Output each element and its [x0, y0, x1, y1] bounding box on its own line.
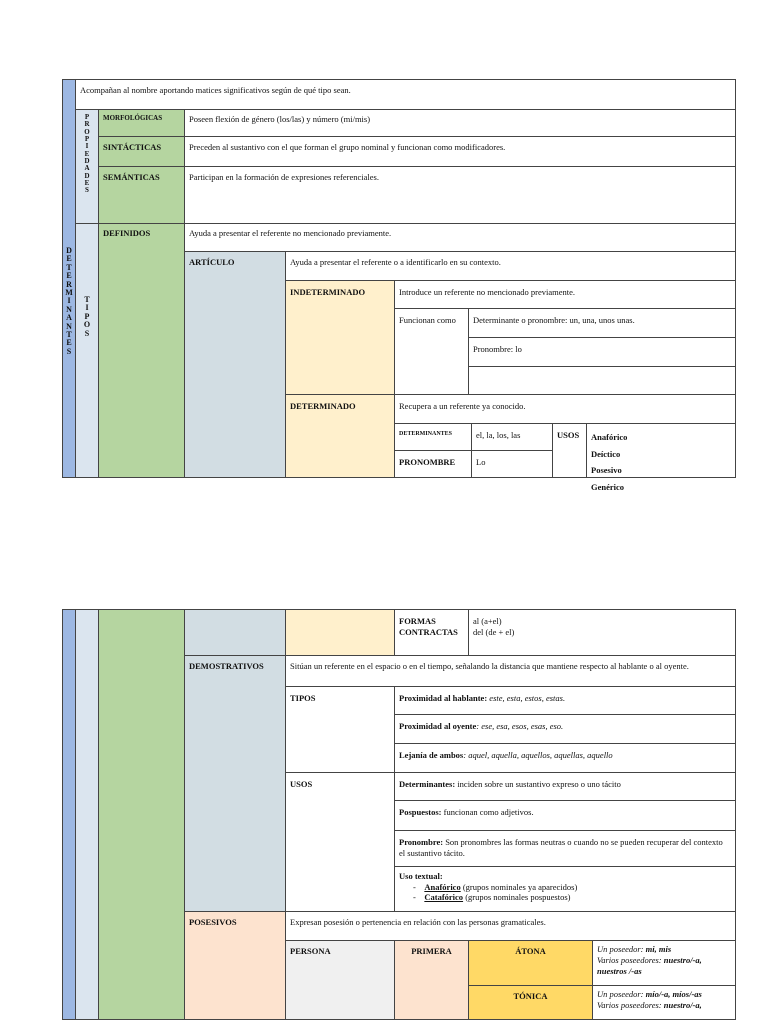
usos-list	[586, 423, 736, 492]
label-usos-art: USOS	[552, 423, 586, 478]
empty-cell	[468, 366, 736, 394]
anaforico-label: Anafórico	[424, 881, 461, 892]
propiedades-letter: D	[84, 171, 90, 180]
usos-determinantes-text: inciden sobre un sustantivo expreso o uno tácito	[455, 779, 621, 789]
determinantes-values: el, la, los, las	[471, 423, 552, 450]
label-determinado: DETERMINADO	[285, 394, 394, 478]
label-demostrativos: DEMOSTRATIVOS	[184, 655, 285, 911]
label-indeterminado: INDETERMINADO	[285, 280, 394, 394]
tonica-forms	[592, 985, 736, 1020]
atona-line1-pre: Un poseedor:	[597, 944, 646, 954]
atona-line1-b: mi, mis	[645, 944, 672, 954]
tonica-line2-pre: Varios poseedores:	[597, 1000, 664, 1011]
propiedades-letter: E	[84, 149, 90, 158]
text-indeterminado: Introduce un referente no mencionado previamente.	[394, 280, 736, 308]
usos-pronombre-text: Son pronombres las formas neutras o cuando no se pueden recuperar del contexto el sustantivo tácito.	[399, 837, 723, 859]
articulo-continued	[184, 609, 285, 655]
tipos-letter: I	[85, 303, 89, 313]
usos-item: Posesivo	[591, 465, 622, 476]
determinantes-letter: M	[65, 287, 73, 297]
prox-hablante-label: Proximidad al hablante:	[399, 693, 488, 703]
usos-pospuestos-label: Pospuestos:	[399, 807, 442, 817]
funcionan-como: Funcionan como	[394, 308, 468, 394]
formas-contractas-2: del (de + el)	[473, 627, 515, 638]
lejania	[394, 743, 736, 772]
vertical-tipos	[75, 223, 98, 478]
pronombre-value: Lo	[471, 450, 552, 478]
cataforico-text: (grupos nominales pospuestos)	[463, 892, 571, 903]
prox-oyente-label: Proximidad al oyente	[399, 721, 477, 731]
label-posesivos: POSESIVOS	[184, 911, 285, 1020]
propiedades-letter: I	[85, 142, 89, 151]
atona-line2	[597, 955, 731, 977]
tipos-letter: T	[84, 295, 90, 304]
determinantes-letter: N	[66, 321, 72, 331]
label-persona: PERSONA	[285, 940, 394, 1020]
atona-line1	[597, 944, 731, 955]
propiedades-letter: P	[84, 135, 90, 144]
text-definidos: Ayuda a presentar el referente no mencionado previamente.	[184, 223, 736, 251]
determinantes-letter: E	[66, 271, 72, 281]
label-articulo: ARTÍCULO	[184, 251, 285, 478]
prox-oyente	[394, 714, 736, 743]
tonica-line1-b: mío/-a, míos/-as	[645, 989, 702, 999]
label-pronombre-art: PRONOMBRE	[394, 450, 471, 478]
uso-textual-label: Uso textual:	[399, 871, 443, 881]
label-tipos-dem: TIPOS	[285, 686, 394, 772]
label-semanticas: SEMÁNTICAS	[98, 166, 184, 223]
label-morfologicas: MORFOLÓGICAS	[98, 109, 184, 136]
tonica-line1-pre: Un poseedor:	[597, 989, 646, 999]
lejania-vals: : aquel, aquella, aquellos, aquellas, aquello	[463, 750, 613, 760]
atona-line2-pre: Varios poseedores:	[597, 955, 664, 966]
text-morfologicas: Poseen flexión de género (los/las) y número (mi/mis)	[184, 109, 736, 136]
formas-contractas-values	[468, 609, 736, 655]
tipos-letter: S	[84, 328, 90, 338]
vertical-determinantes	[62, 79, 75, 478]
propiedades-letter: E	[84, 179, 90, 188]
determinantes-letter: E	[66, 338, 72, 348]
uso-anaforico: - Anafórico (grupos nominales ya aparecidos)	[413, 881, 578, 892]
uso-textual	[394, 866, 736, 911]
usos-determinantes	[394, 772, 736, 800]
lejania-label: Lejanía de ambos	[399, 750, 464, 760]
vertical-propiedades	[75, 109, 98, 223]
prox-oyente-vals: : ese, esa, esos, esas, eso.	[476, 721, 564, 731]
usos-pronombre-label: Pronombre:	[399, 837, 444, 847]
usos-pospuestos	[394, 800, 736, 830]
atona-forms	[592, 940, 736, 985]
propiedades-letter: D	[84, 157, 90, 166]
atona-line2-b: nuestro/-a, nuestros /-as	[597, 955, 702, 977]
text-articulo: Ayuda a presentar el referente o a identificarlo en su contexto.	[285, 251, 736, 280]
text-semanticas: Participan en la formación de expresiones referenciales.	[184, 166, 736, 223]
propiedades-letter: P	[84, 113, 90, 121]
det-o-pron: Determinante o pronombre: un, una, unos unas.	[468, 308, 736, 337]
tipos-letter: P	[84, 311, 90, 321]
determinantes-letter: R	[66, 279, 72, 289]
label-definidos: DEFINIDOS	[98, 223, 184, 478]
label-sintacticas: SINTÁCTICAS	[98, 136, 184, 166]
determinantes-letter: E	[66, 254, 72, 264]
propiedades-letter: S	[85, 186, 89, 195]
usos-pospuestos-text: funcionan como adjetivos.	[441, 807, 534, 817]
tonica-line2	[597, 1000, 731, 1011]
determinantes-letter: N	[66, 304, 72, 314]
col-green	[98, 609, 184, 1020]
determinantes-letter: S	[66, 346, 72, 356]
usos-pronombre	[394, 830, 736, 866]
text-sintacticas: Preceden al sustantivo con el que forman el grupo nominal y funcionan como modificadores.	[184, 136, 736, 166]
usos-item: Genérico	[591, 481, 625, 492]
text-posesivos: Expresan posesión o pertenencia en relación con las personas gramaticales.	[285, 911, 736, 940]
anaforico-text: (grupos nominales ya aparecidos)	[460, 881, 578, 892]
label-determinantes-art: DETERMINANTES	[394, 423, 471, 450]
determinado-continued	[285, 609, 394, 655]
usos-item: Anafórico	[591, 432, 628, 442]
intro-text: Acompañan al nombre aportando matices significativos según de qué tipo sean.	[75, 79, 736, 109]
determinantes-letter: T	[66, 262, 72, 272]
tonica-line2-b: nuestro/-a,	[663, 1000, 702, 1011]
text-determinado: Recupera a un referente ya conocido.	[394, 394, 736, 423]
label-atona: ÁTONA	[468, 940, 592, 985]
text-demostrativos: Sitúan un referente en el espacio o en el tiempo, señalando la distancia que mantiene respecto al hablante o al oyente.	[285, 655, 736, 686]
label-tonica: TÓNICA	[468, 985, 592, 1020]
prox-hablante-vals: este, esta, estos, estas.	[489, 693, 566, 703]
label-usos-dem: USOS	[285, 772, 394, 911]
tipos-letter: O	[83, 320, 91, 330]
determinantes-letter: T	[66, 329, 72, 339]
usos-determinantes-label: Determinantes:	[399, 779, 456, 789]
col-lightblue	[75, 609, 98, 1020]
propiedades-letter: O	[84, 127, 90, 136]
label-formas-contractas: FORMAS CONTRACTAS	[394, 609, 468, 655]
uso-cataforico: - Catafórico (grupos nominales pospuestos)	[413, 892, 571, 903]
propiedades-letter: A	[84, 164, 90, 173]
propiedades-letter: R	[84, 120, 90, 129]
cataforico-label: Catafórico	[424, 892, 464, 903]
formas-contractas-1: al (a+el)	[473, 616, 502, 626]
pronombre-lo: Pronombre: lo	[468, 337, 736, 366]
tonica-line1	[597, 989, 731, 1000]
determinantes-letter: I	[67, 296, 71, 306]
col-blue	[62, 609, 75, 1020]
usos-item: Deíctico	[591, 448, 621, 459]
prox-hablante	[394, 686, 736, 714]
determinantes-letter: A	[66, 313, 72, 323]
label-primera: PRIMERA	[394, 940, 468, 1020]
determinantes-letter: D	[66, 246, 72, 255]
